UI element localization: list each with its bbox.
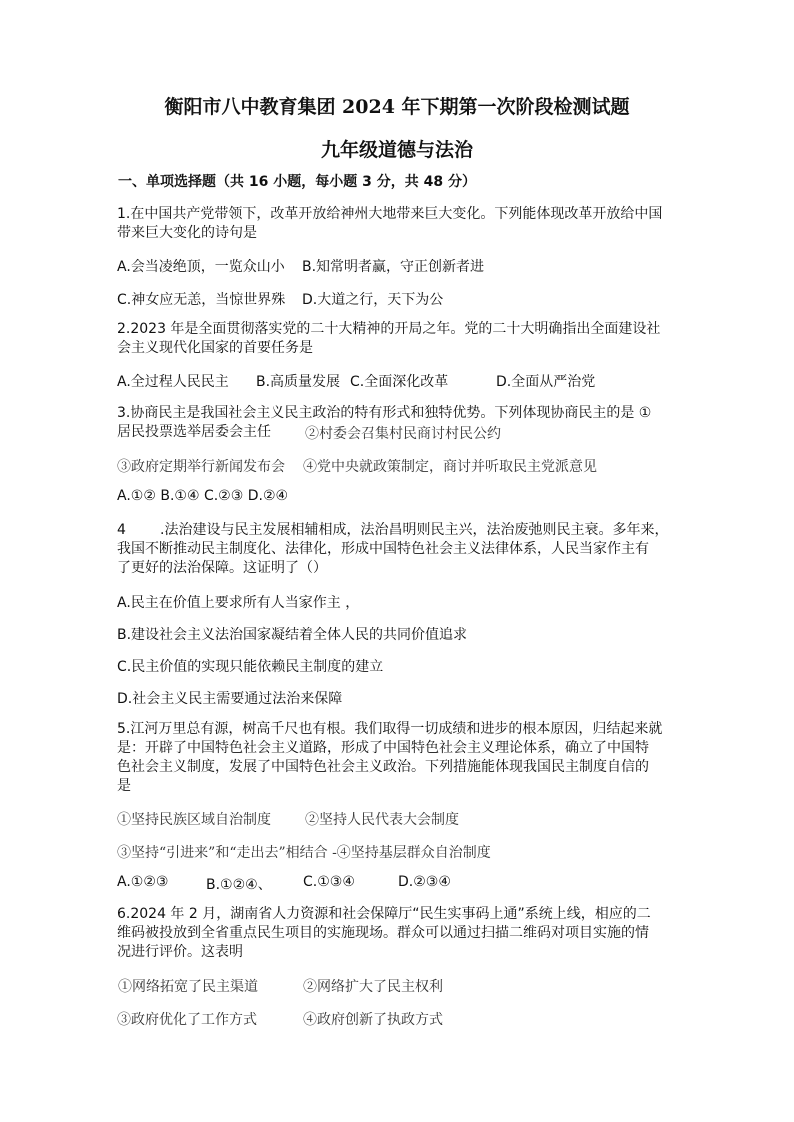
exam-subtitle: 九年级道德与法治	[320, 139, 473, 161]
q5-item-2: ②坚持人民代表大会制度	[305, 812, 459, 828]
q5-line2: 是：开辟了中国特色社会主义道路，形成了中国特色社会主义理论体系，确立了中国特	[117, 740, 649, 756]
q6-line3: 况进行评价。这表明	[117, 944, 243, 960]
q5-option-d: D.②③④	[398, 874, 451, 890]
q5-item-3-4: ③坚持“引进来”和“走出去”相结合 -④坚持基层群众自治制度	[117, 845, 491, 861]
q5-option-a: A.①②③	[117, 874, 169, 890]
q6-item-1: ①网络拓宽了民主渠道	[118, 979, 258, 995]
q4-line3: 了更好的法治保障。这证明了（）	[117, 560, 327, 576]
q5-item-1: ①坚持民族区域自治制度	[117, 812, 271, 828]
q3-line3-b: ④党中央就政策制定，商讨并听取民主党派意见	[303, 459, 597, 475]
q3-line2-a: 居民投票选举居委会主任	[117, 424, 271, 440]
q1-option-c: C.神女应无恙，当惊世界殊	[117, 292, 286, 308]
q5-line3: 色社会主义制度，发展了中国特色社会主义政治。下列措施能体现我国民主制度自信的	[117, 759, 649, 775]
q2-line1: 2.2023 年是全面贯彻落实党的二十大精神的开局之年。党的二十大明确指出全面建设社	[117, 321, 661, 337]
q2-option-c: C.全面深化改革	[350, 374, 449, 390]
q6-line2: 维码被投放到全省重点民生项目的实施现场。群众可以通过扫描二维码对项目实施的情	[117, 925, 649, 941]
q6-item-4: ④政府创新了执政方式	[303, 1012, 443, 1028]
q1-line1: 1.在中国共产党带领下，改革开放给神州大地带来巨大变化。下列能体现改革开放给中国	[117, 206, 663, 222]
q4-number: 4	[117, 522, 126, 538]
q2-option-a: A.全过程人民民主	[117, 374, 229, 390]
q6-item-2: ②网络扩大了民主权利	[303, 979, 443, 995]
q4-option-b: B.建设社会主义法治国家凝结着全体人民的共同价值追求	[117, 627, 468, 643]
q1-option-a: A.会当凌绝顶，一览众山小	[117, 259, 285, 275]
q4-option-a: A.民主在价值上要求所有人当家作主 ，	[117, 595, 360, 611]
q3-line1: 3.协商民主是我国社会主义民主政治的特有形式和独特优势。下列体现协商民主的是 ①	[117, 405, 652, 421]
q4-option-d: D.社会主义民主需要通过法治来保障	[117, 691, 343, 707]
q2-line2: 会主义现代化国家的首要任务是	[117, 340, 313, 356]
q3-line3-a: ③政府定期举行新闻发布会	[117, 459, 285, 475]
q3-line2-b: ②村委会召集村民商讨村民公约	[305, 426, 501, 442]
q5-option-b: B.①②④、	[206, 877, 272, 893]
q5-line4: 是	[117, 778, 131, 794]
exam-title: 衡阳市八中教育集团 2024 年下期第一次阶段检测试题	[164, 96, 630, 118]
q1-line2: 带来巨大变化的诗句是	[117, 225, 257, 241]
q5-line1: 5.江河万里总有源，树高千尺也有根。我们取得一切成绩和进步的根本原因，归结起来就	[117, 721, 663, 737]
q4-line2: 我国不断推动民主制度化、法律化，形成中国特色社会主义法律体系，人民当家作主有	[117, 541, 649, 557]
q1-option-d: D.大道之行，天下为公	[302, 292, 444, 308]
q4-line1: .法治建设与民主发展相辅相成，法治昌明则民主兴，法治废弛则民主衰。多年来，	[160, 522, 669, 538]
q2-option-d: D.全面从严治党	[496, 374, 596, 390]
q6-line1: 6.2024 年 2 月，湖南省人力资源和社会保障厅“民生实事码上通”系统上线，相应的二	[117, 906, 651, 922]
q3-options: A.①② B.①④ C.②③ D.②④	[117, 488, 289, 504]
q1-option-b: B.知常明者赢，守正创新者进	[302, 259, 485, 275]
q6-item-3: ③政府优化了工作方式	[117, 1012, 257, 1028]
section-heading: 一、单项选择题（共 16 小题，每小题 3 分，共 48 分）	[118, 174, 476, 190]
q5-option-c: C.①③④	[303, 874, 355, 890]
q4-option-c: C.民主价值的实现只能依赖民主制度的建立	[117, 659, 384, 675]
q2-option-b: B.高质量发展	[256, 374, 341, 390]
